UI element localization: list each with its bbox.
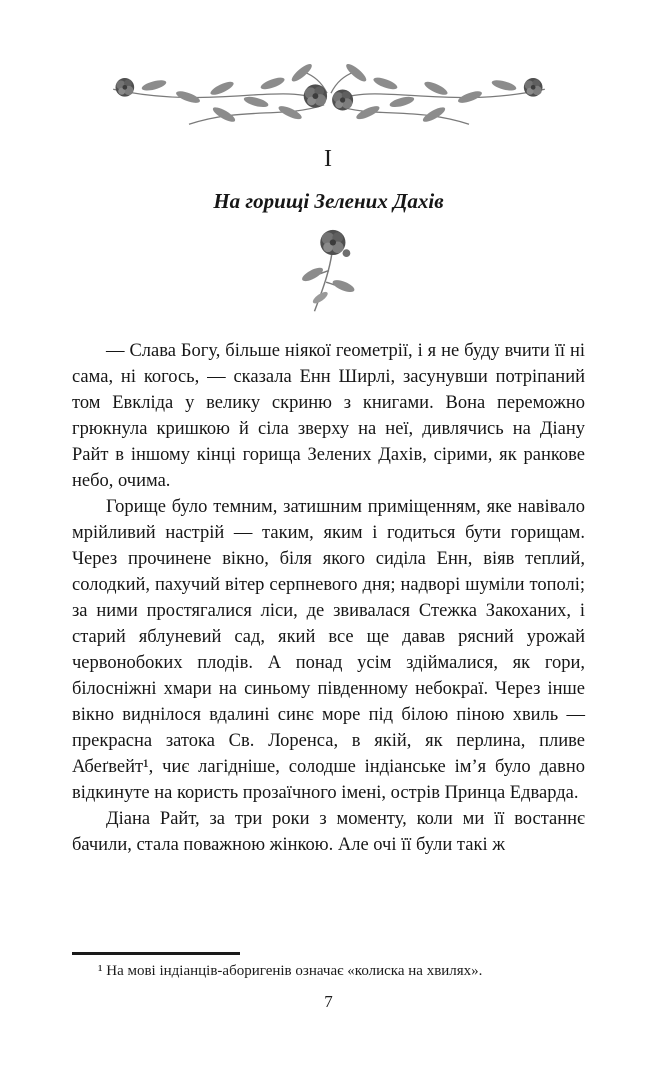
footnote-block	[72, 952, 585, 981]
flower-sprig-ornament	[285, 226, 373, 318]
paragraph-1: — Слава Богу, більше ніякої геометрії, і я не буду вчити її ні сама, ні когось, — сказала Енн Ширлі, засунувши потріпаний том Евкліда у велику скриню з книгами. Вона переможно грюкнула кришкою й сіла зверху на неї, дивлячись на Діану Райт в іншому кінці горища Зелених Дахів, сірими, як ранкове небо, очима.	[72, 341, 585, 491]
chapter-title: На горищі Зелених Дахів	[213, 189, 444, 213]
book-page	[0, 64, 657, 1087]
chapter-number: I	[324, 146, 333, 172]
paragraph-3: Діана Райт, за три роки з моменту, коли ми її востаннє бачили, стала поважною жінкою. Але очі її були такі ж	[72, 809, 585, 855]
page-number: 7	[324, 992, 333, 1011]
floral-divider-ornament	[94, 64, 564, 134]
footnote-text: ¹ На мові індіанців-аборигенів означає «колиска на хвилях».	[98, 962, 483, 979]
footnote-divider	[72, 952, 240, 955]
paragraph-2: Горище було темним, затишним приміщенням, яке навівало мрійливий настрій — таким, яким і годиться бути горищам. Через прочинене вікно, біля якого сиділа Енн, віяв теплий, солодкий, пахучий вітер серпневого дня; надворі шуміли тополі; за ними простягалися ліси, де звивалася Стежка Закоханих, і старий яблуневий сад, який все ще давав рясний урожай червонобоких плодів. А понад усім здіймалися, як гори, білосніжні хмари на синьому південному небокраї. Через інше вікно виднілося вдалині синє море під білою піною хвиль — прекрасна затока Св. Лоренса, в якій, як перлина, пливе Абеґвейт¹, чиє лагідніше, солодше індіанське ім’я було давно відкинуте на користь прозаїчного імені, острів Принца Едварда.	[72, 497, 585, 803]
body-text	[72, 338, 585, 858]
